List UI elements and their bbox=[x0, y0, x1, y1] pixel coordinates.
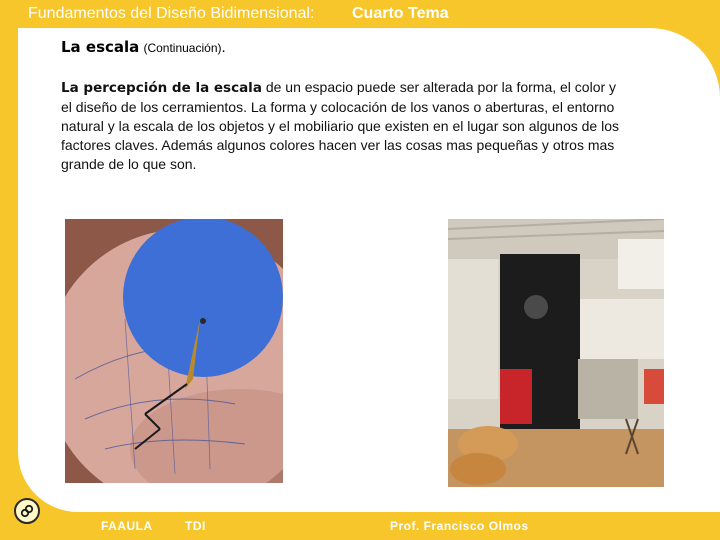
title-period: . bbox=[221, 39, 226, 56]
body-text: de un espacio puede ser alterada por la forma, el color y el diseño de los cerramientos. La forma y colocación de los vanos o aberturas, el entorno natural y la escala de los objetos y el mobiliario que existen en el lugar son algunos de los factores claves. Además algunos colores hacen ver las cosas mas pequeñas y otros mas grande de lo que son. bbox=[61, 79, 620, 172]
title-note: (Continuación) bbox=[143, 41, 222, 55]
footer-program: TDI bbox=[185, 519, 206, 533]
course-title: Fundamentos del Diseño Bidimensional: bbox=[28, 5, 315, 22]
slide-header bbox=[0, 0, 720, 28]
body-paragraph bbox=[61, 78, 621, 174]
title-main: La escala bbox=[61, 38, 140, 56]
footer-school: FAAULA bbox=[101, 519, 153, 533]
footer-professor: Prof. Francisco Olmos bbox=[390, 519, 529, 533]
topic-title: Cuarto Tema bbox=[352, 5, 449, 22]
interior-photo-image bbox=[448, 219, 664, 487]
slide-footer bbox=[0, 512, 720, 540]
navigation-icon bbox=[19, 503, 35, 519]
body-lead: La percepción de la escala bbox=[61, 80, 262, 96]
slide-title bbox=[61, 38, 226, 56]
abstract-artwork-image bbox=[65, 219, 283, 483]
interior-photo-icon bbox=[448, 219, 664, 487]
abstract-artwork-icon bbox=[65, 219, 283, 483]
navigation-button[interactable] bbox=[14, 498, 40, 524]
